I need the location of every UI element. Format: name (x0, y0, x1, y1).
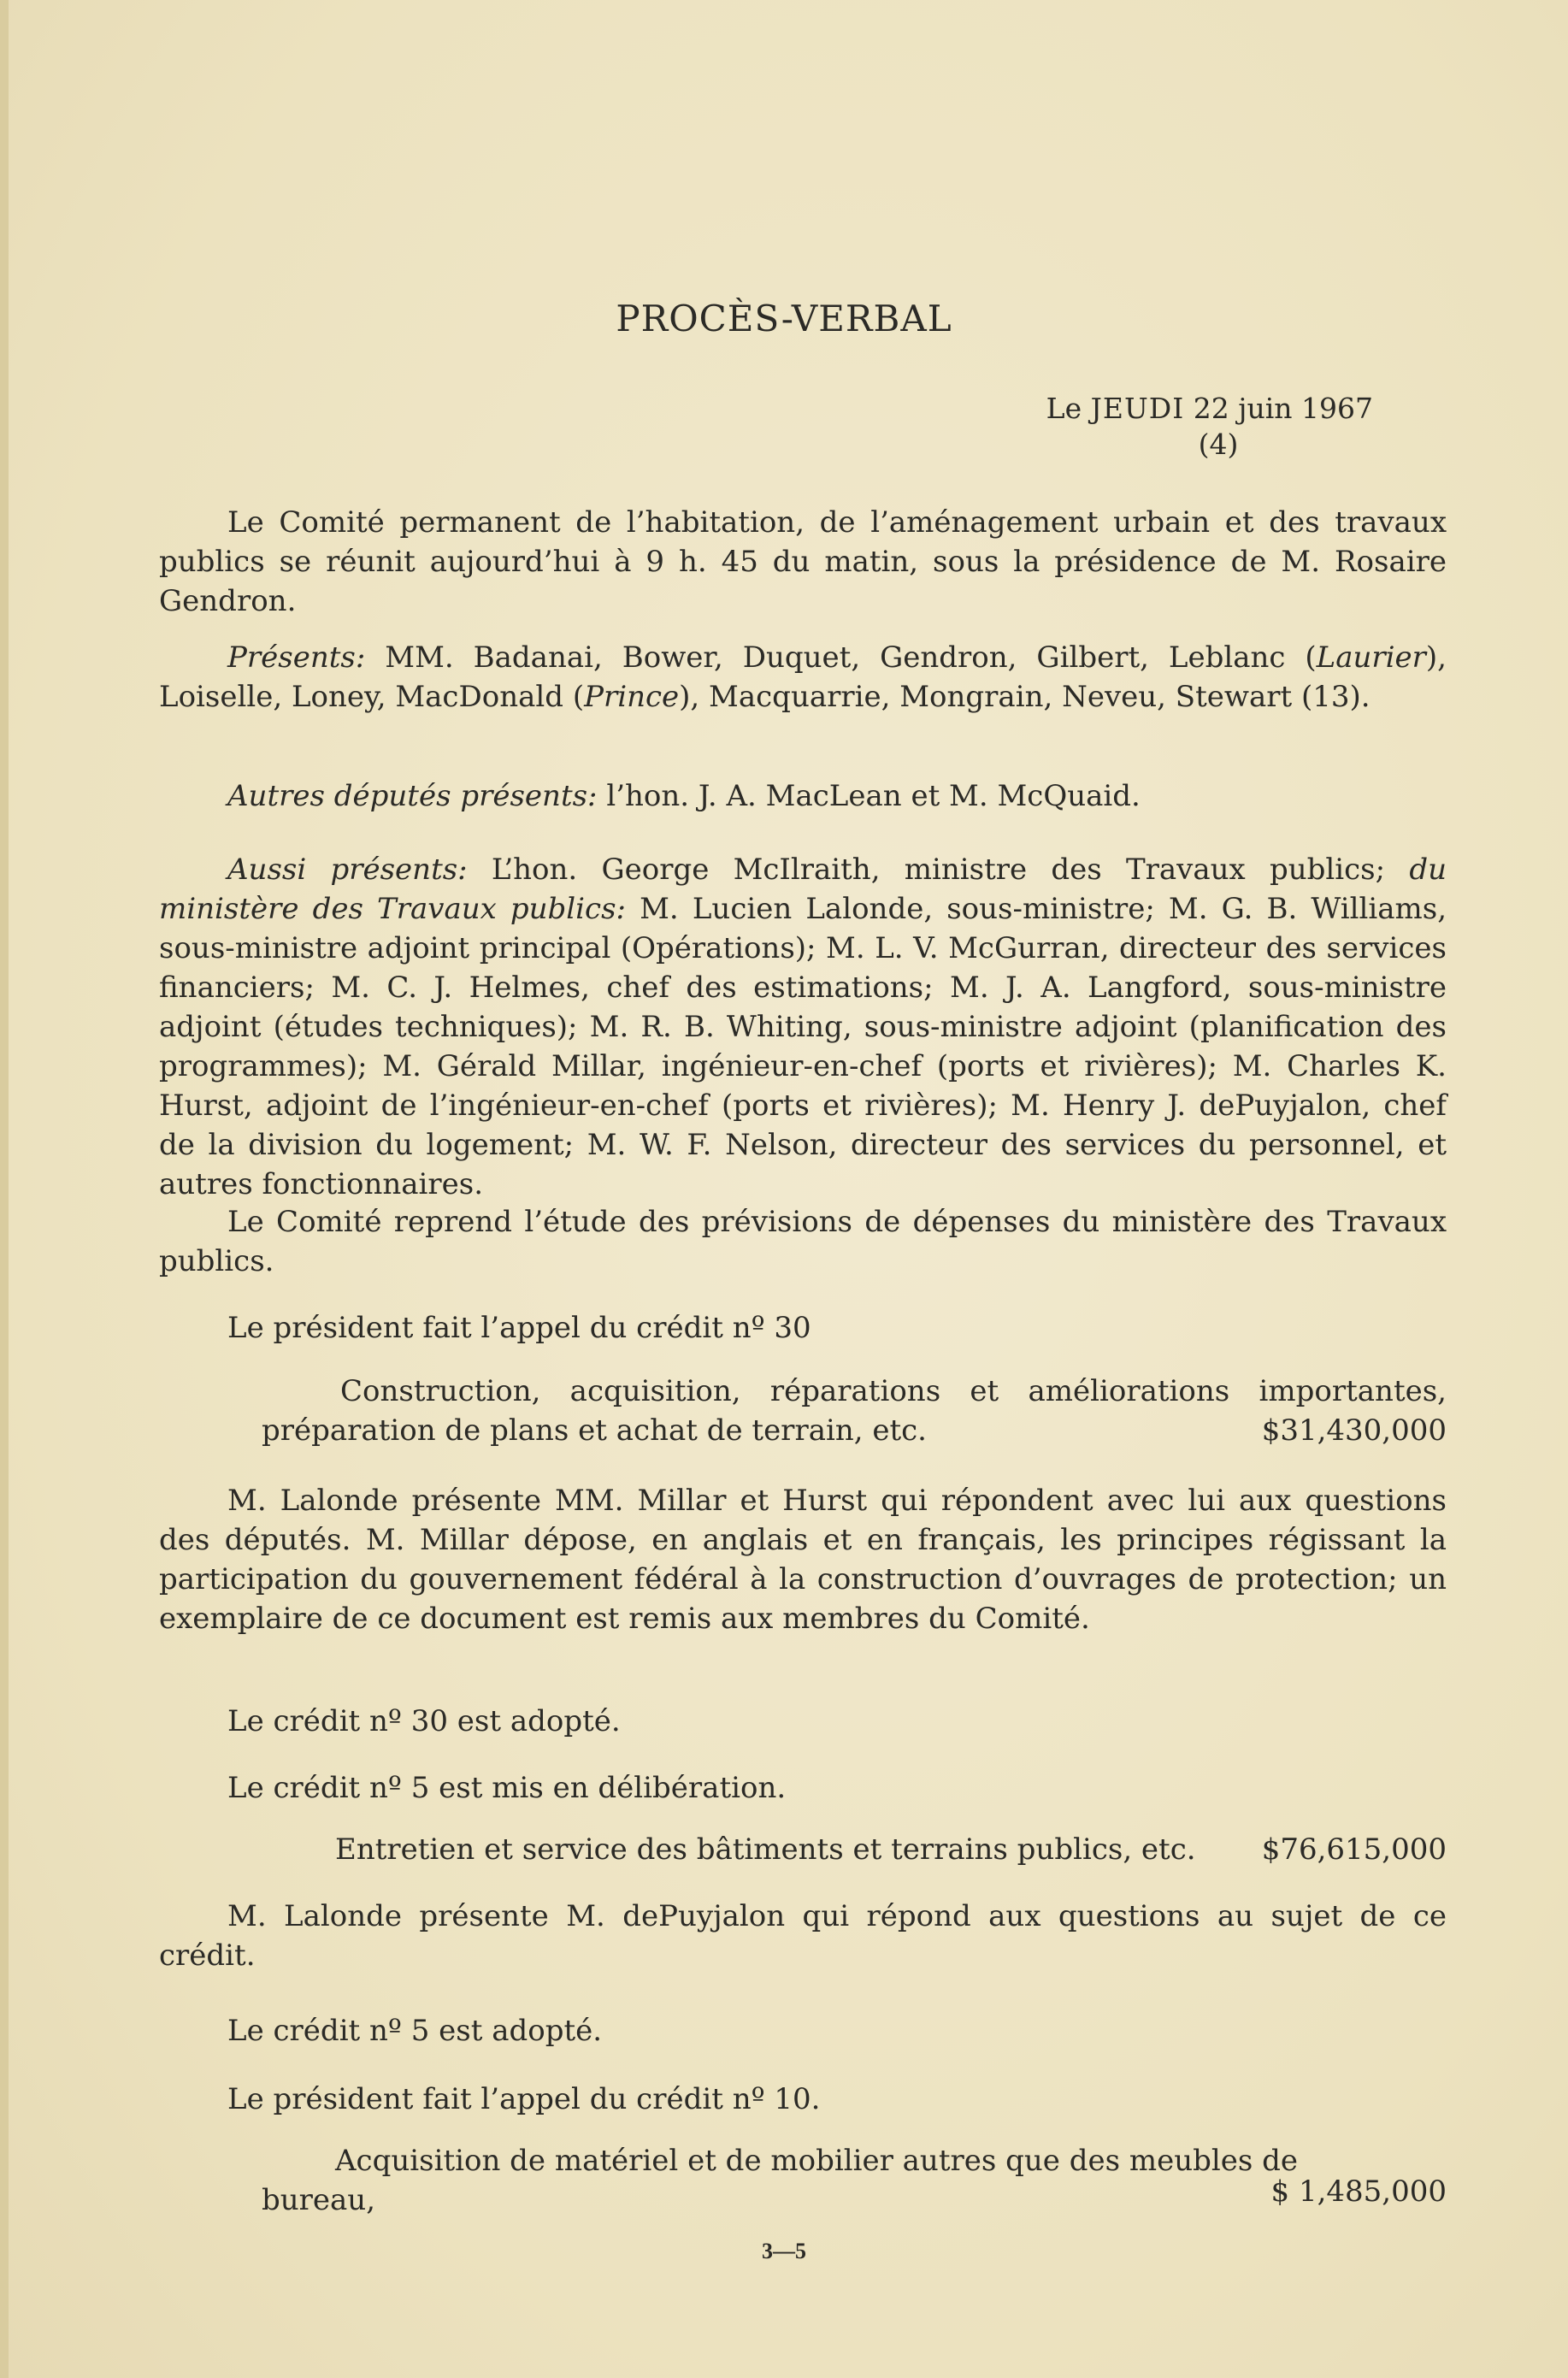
credit-item-30 (159, 1372, 1447, 1450)
credit-10-line2: bureau, (262, 2183, 376, 2217)
date-rest: 22 juin 1967 (1193, 392, 1373, 425)
paragraph-appel-30: Le président fait l’appel du crédit nº 30 (227, 1311, 811, 1345)
paragraph-adopt-30: Le crédit nº 30 est adopté. (227, 1704, 621, 1738)
meeting-number: (4) (1198, 428, 1239, 461)
page-edge (0, 0, 9, 2378)
credit-30-text: Construction, acquisition, réparations et améliorations importantes, préparation de plans et achat de terrain, etc. (262, 1374, 1447, 1448)
paragraph-intro: Le Comité permanent de l’habitation, de l’aménagement urbain et des travaux publics se réunit aujourd’hui à 9 h. 45 du matin, sous la présidence de M. Rosaire Gendron. (159, 505, 1447, 618)
meeting-date (1046, 392, 1373, 425)
credit-10-amount: $ 1,485,000 (1270, 2174, 1447, 2209)
credit-30-amount: $31,430,000 (1261, 1413, 1447, 1448)
paragraph-adopt-5: Le crédit nº 5 est adopté. (227, 2014, 603, 2048)
aussi-label: Aussi présents: (227, 853, 468, 887)
credit-10-line1: Acquisition de matériel et de mobilier autres que des meubles de (335, 2144, 1299, 2178)
credit-5-text: Entretien et service des bâtiments et terrains publics, etc. (335, 1832, 1196, 1867)
paragraph-reprend: Le Comité reprend l’étude des prévisions de dépenses du ministère des Travaux publics. (159, 1205, 1447, 1278)
paragraph-lalonde-1: M. Lalonde présente MM. Millar et Hurst qui répondent avec lui aux questions des députés. M. Millar dépose, en anglais et en français, les principes régissant la participation du gouvernement fédéral à la construction d’ouvrages de protection; un exemplaire de ce document est remis aux membres du Comité. (159, 1484, 1447, 1636)
paragraph-delib-5: Le crédit nº 5 est mis en délibération. (227, 1771, 787, 1805)
paragraph-appel-10: Le président fait l’appel du crédit nº 10. (227, 2082, 821, 2116)
page-title: PROCÈS-VERBAL (616, 298, 952, 339)
date-day: JEUDI (1090, 392, 1185, 425)
paragraph-autres: Autres députés présents: l’hon. J. A. MacLean et M. McQuaid. (227, 779, 1141, 813)
autres-label: Autres députés présents: (227, 779, 598, 813)
credit-item-10 (159, 2141, 1447, 2220)
paragraph-lalonde-2: M. Lalonde présente M. dePuyjalon qui répond aux questions au sujet de ce crédit. (159, 1899, 1447, 1973)
credit-item-5 (159, 1830, 1447, 1869)
page-folio: 3—5 (762, 2239, 806, 2263)
credit-5-amount: $76,615,000 (1261, 1832, 1447, 1867)
paragraph-presents: Présents: MM. Badanai, Bower, Duquet, Gendron, Gilbert, Leblanc (Laurier), Loiselle, Loney, MacDonald (Prince), Macquarrie, Mongrain, Neveu, Stewart (13). (159, 640, 1447, 714)
date-prefix: Le (1046, 392, 1082, 425)
presents-label: Présents: (227, 640, 366, 675)
paragraph-aussi: Aussi présents: L’hon. George McIlraith, ministre des Travaux publics; du ministère des Travaux publics: M. Lucien Lalonde, sous-ministre; M. G. B. Williams, sous-ministre adjoint principal (Opérations); M. L. V. McGurran, directeur des services financiers; M. C. J. Helmes, chef des estimations; M. J. A. Langford, sous-ministre adjoint (études techniques); M. R. B. Whiting, sous-ministre adjoint (planification des programmes); M. Gérald Millar, ingénieur-en-chef (ports et rivières); M. Charles K. Hurst, adjoint de l’ingénieur-en-chef (ports et rivières); M. Henry J. dePuyjalon, chef de la division du logement; M. W. F. Nelson, directeur des services du personnel, et autres fonctionnaires. (159, 853, 1447, 1201)
